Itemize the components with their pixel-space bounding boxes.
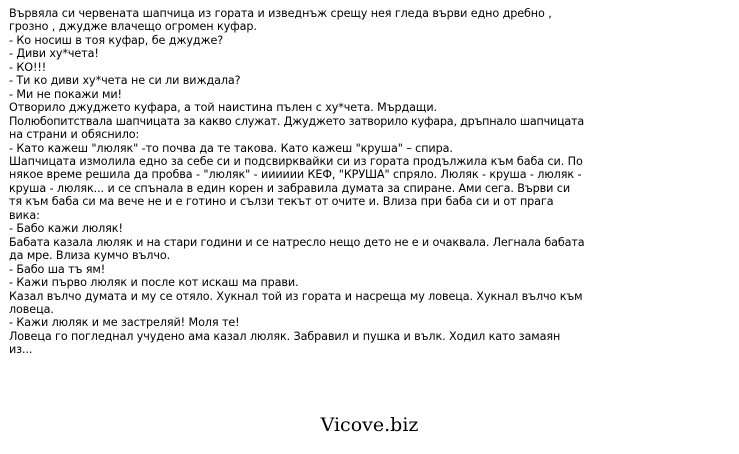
text-line: тя към баба си ма вече не и е готино и сълзи текът от очите и. Влиза при баба си и от прага [9,195,554,209]
joke-text [9,7,584,357]
text-line: Полюбопитствала шапчицата за какво служат. Джуджето затворило куфара, дръпнало шапчицата [9,114,584,128]
text-line: - Бабо кажи люляк! [9,222,123,236]
text-line: някое време решила да пробва - "люляк" - ииииии КЕФ, "КРУША" спряло. Люляк - круша - люляк - [9,168,582,182]
text-line: - КО!!! [9,60,47,74]
text-line: вика: [9,208,40,222]
text-line: - Като кажеш "люляк" -то почва да те такова. Като кажеш "круша" – спира. [9,141,453,155]
text-line: Шапчицата измолила едно за себе си и подсвирквайки си из гората продължила към баба си. По [9,154,583,168]
text-line: - Ко носиш в тоя куфар, бе джудже? [9,33,224,47]
text-line: Вървяла си червената шапчица из гората и изведнъж срещу нея гледа върви едно дребно , [9,7,552,20]
text-line: Бабата казала люляк и на стари години и се натресло нещо дето не е и очаквала. Легнала бабата [9,235,585,249]
text-line: Отворило джуджето куфара, а той наистина пълен с ху*чета. Мърдащи. [9,101,437,115]
text-line: ловеца. [9,302,54,316]
text-line: - Кажи люляк и ме застреляй! Моля те! [9,316,240,330]
text-line: круша - люляк... и се спънала в един корен и забравила думата за спиране. Ами сега. Върви си [9,181,571,195]
text-line: грозно , джудже влачещо огромен куфар. [9,20,257,34]
text-line: - Диви ху*чета! [9,47,99,61]
text-line: на страни и обяснило: [9,128,140,142]
text-line: из... [9,343,33,357]
text-line: Казал вълчо думата и му се отяло. Хукнал той из гората и насреща му ловеца. Хукнал вълчо към [9,289,583,303]
text-line: - Ти ко диви ху*чета не си ли виждала? [9,74,241,88]
text-line: - Ми не покажи ми! [9,87,122,101]
text-line: Ловеца го погледнал учудено ама казал люляк. Забравил и пушка и вълк. Ходил като замаян [9,329,561,343]
site-watermark: Vicove.biz [320,414,419,436]
text-line: да мре. Влиза кумчо вълчо. [9,249,171,263]
text-line: - Кажи първо люляк и после кот искаш ма прави. [9,276,299,290]
text-line: - Бабо ша тъ ям! [9,262,106,276]
